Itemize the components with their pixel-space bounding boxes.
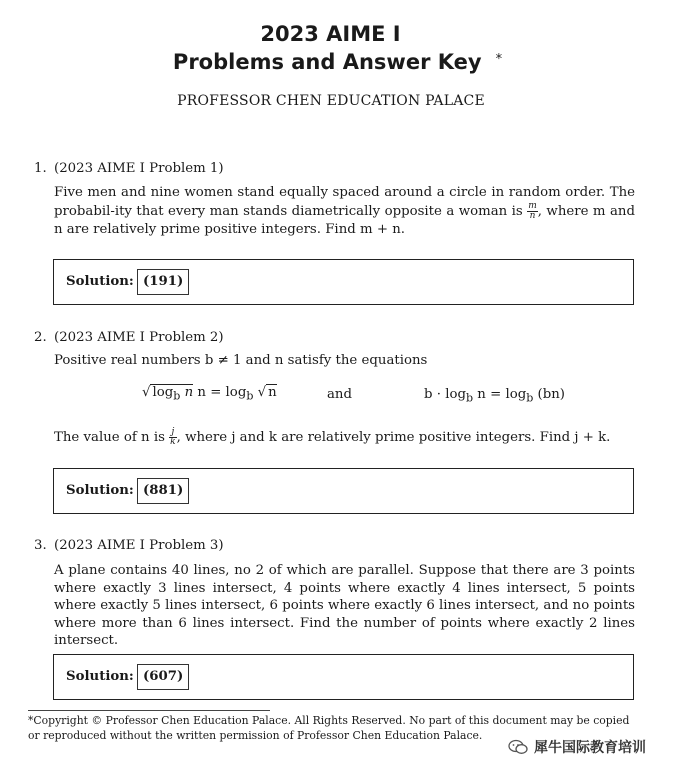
problem-1-text-b: , where m and n are relatively prime positive integers. Find m + n. bbox=[54, 203, 635, 237]
answer-box: (607) bbox=[137, 664, 189, 690]
fraction-m-n bbox=[527, 202, 538, 221]
document-title bbox=[0, 20, 661, 76]
solution-label: Solution: bbox=[66, 483, 134, 498]
watermark bbox=[508, 737, 646, 757]
title-footnote-mark: * bbox=[495, 52, 503, 67]
title-line-1: 2023 AIME I bbox=[260, 22, 401, 46]
affiliation: PROFESSOR CHEN EDUCATION PALACE bbox=[177, 93, 485, 109]
problem-3-text: A plane contains 40 lines, no 2 of which are parallel. Suppose that there are 3 points where exactly 3 lines intersect, 4 points where exactly 4 lines intersect, 5 points where exactly 5 lines intersect, 6 points where exactly 6 lines intersect, and no points where more than 6 lines intersect. Find the number of points where exactly 2 lines intersect. bbox=[54, 563, 635, 648]
problem-2-text-b: , where j and k are relatively prime positive integers. Find j + k. bbox=[176, 430, 611, 445]
radicand: $\log_b n$ bbox=[152, 385, 194, 403]
answer-box: (881) bbox=[137, 478, 189, 504]
problem-3-heading bbox=[34, 538, 224, 553]
problem-3-title: (2023 AIME I Problem 3) bbox=[54, 538, 224, 553]
fraction-numerator: j bbox=[169, 428, 176, 438]
problem-1-text-a: Five men and nine women stand equally spaced around a circle in random order. The probabil-ity that every man stands diametrically opposite a woman is bbox=[54, 185, 635, 219]
eq2-sub: b bbox=[465, 391, 474, 405]
eq2-mid: n = log bbox=[473, 387, 527, 402]
title-line-2 bbox=[0, 48, 661, 76]
eq1-sub2: b bbox=[246, 389, 254, 403]
solution-label: Solution: bbox=[66, 669, 134, 684]
footnote-rule bbox=[28, 710, 270, 711]
fraction-denominator: n bbox=[529, 210, 536, 221]
problem-1-text bbox=[54, 184, 635, 238]
eq2-start: b · log bbox=[424, 387, 466, 402]
eq2-sub2: b bbox=[526, 391, 534, 405]
eq1-sub: b bbox=[173, 389, 181, 403]
eq1-mid: n = log bbox=[193, 385, 247, 400]
watermark-text: 犀牛国际教育培训 bbox=[534, 740, 646, 756]
solution-label: Solution: bbox=[66, 274, 134, 289]
fraction-denominator: k bbox=[170, 437, 176, 447]
sqrt-n: √ n bbox=[257, 385, 277, 400]
fraction-j-k bbox=[169, 428, 176, 447]
wechat-icon bbox=[508, 739, 528, 755]
equation-1 bbox=[142, 384, 277, 403]
sqrt-n-radicand: n bbox=[268, 385, 277, 400]
problem-2-title: (2023 AIME I Problem 2) bbox=[54, 330, 224, 345]
solution-box-2 bbox=[53, 468, 634, 514]
sqrt-expression: √ $\log_b n$ bbox=[142, 385, 194, 403]
problem-2-number: 2. bbox=[34, 330, 47, 345]
problem-2-intro: Positive real numbers b ≠ 1 and n satisfy the equations bbox=[54, 353, 428, 368]
problem-1-heading bbox=[34, 161, 224, 176]
title-line-2-text: Problems and Answer Key bbox=[172, 50, 482, 74]
copyright-footnote: *Copyright © Professor Chen Education Palace. All Rights Reserved. No part of this document may be copied or reproduced without the written permission of Professor Chen Education Palace. bbox=[28, 714, 630, 742]
fraction-numerator: m bbox=[528, 200, 537, 211]
problem-2-text bbox=[54, 428, 635, 447]
eq2-end: (bn) bbox=[533, 387, 565, 402]
problem-3-number: 3. bbox=[34, 538, 47, 553]
problem-1-number: 1. bbox=[34, 161, 47, 176]
eq1-log: log bbox=[152, 385, 174, 400]
answer-box: (191) bbox=[137, 269, 189, 295]
solution-box-1 bbox=[53, 259, 634, 305]
conjunction-and: and bbox=[327, 387, 353, 402]
equation-2 bbox=[424, 387, 565, 405]
problem-2-text-a: The value of n is bbox=[54, 430, 170, 445]
problem-2-heading bbox=[34, 330, 224, 345]
solution-box-3 bbox=[53, 654, 634, 700]
problem-1-title: (2023 AIME I Problem 1) bbox=[54, 161, 224, 176]
